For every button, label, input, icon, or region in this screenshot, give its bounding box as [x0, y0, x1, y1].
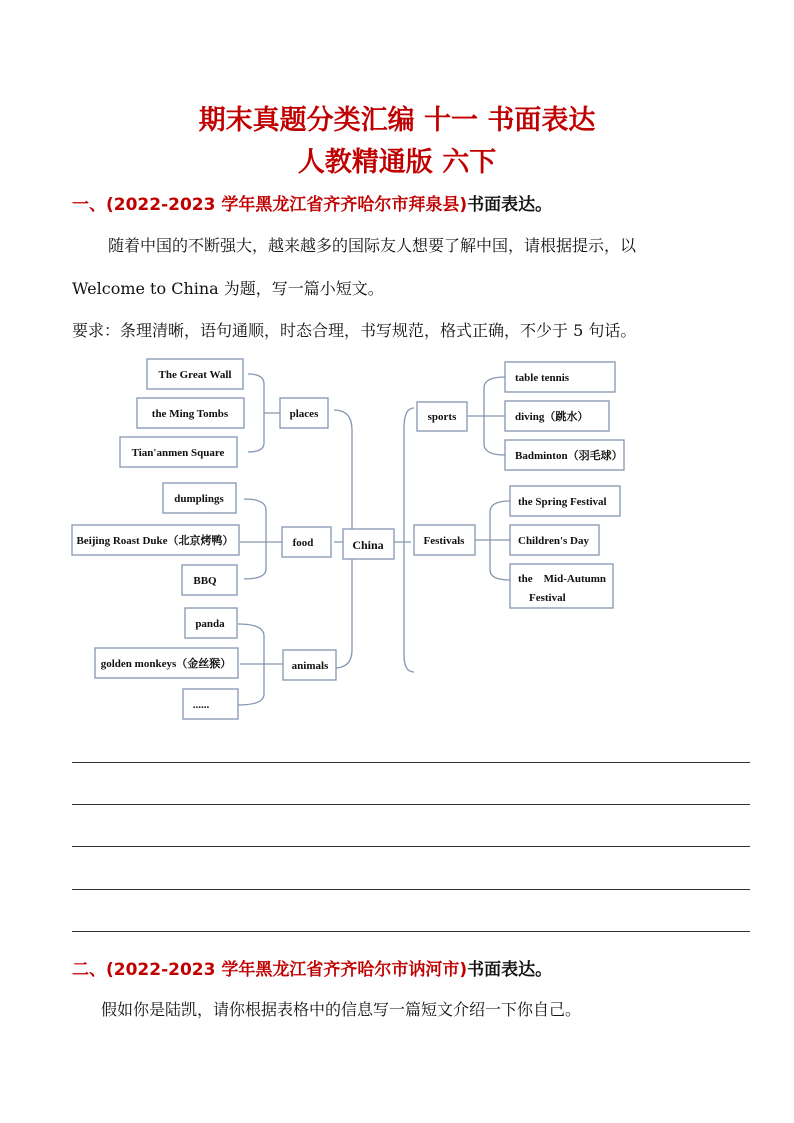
answer-line[interactable]: [72, 762, 750, 763]
food-bracket: [240, 499, 282, 579]
sports-bracket: [467, 377, 505, 455]
answer-line[interactable]: [72, 804, 750, 805]
animal-more-box: [183, 689, 238, 719]
animal-more: ......: [192, 699, 210, 711]
place-tiananmen: Tian'anmen Square: [131, 447, 225, 459]
festival-spring: the Spring Festival: [518, 496, 607, 508]
question-1-requirements: 要求：条理清晰，语句通顺，时态合理，书写规范，格式正确，不少于 5 句话。: [72, 321, 637, 340]
animal-panda: panda: [195, 618, 225, 630]
animals-bracket: [238, 624, 283, 705]
festival-mid-autumn-line1: the Mid-Autumn: [518, 573, 607, 585]
page-title: 期末真题分类汇编 十一 书面表达: [198, 105, 596, 136]
festivals-bracket: [475, 501, 510, 580]
festival-mid-autumn-line2: Festival: [529, 592, 566, 604]
answer-line[interactable]: [72, 931, 750, 932]
sport-table-tennis: table tennis: [515, 372, 570, 384]
question-1-source: (2022-2023 学年黑龙江省齐齐哈尔市拜泉县): [106, 195, 468, 215]
food-roast-duck: Beijing Roast Duke（北京烤鸭）: [76, 535, 234, 547]
question-2-heading: [72, 955, 552, 980]
food-node: food: [292, 537, 314, 549]
question-1-number: 一、: [72, 195, 106, 215]
food-dumplings: dumplings: [174, 493, 224, 505]
places-bracket: [248, 374, 280, 452]
place-ming-tombs: the Ming Tombs: [151, 408, 229, 420]
festival-childrens-day: Children's Day: [518, 535, 590, 547]
question-1-instructions: 随着中国的不断强大，越来越多的国际友人想要了解中国，请根据提示，以: [108, 236, 637, 255]
center-right-bracket: [404, 408, 414, 672]
question-2-number: 二、: [72, 960, 106, 980]
places-node: places: [289, 408, 319, 420]
place-great-wall: The Great Wall: [158, 369, 232, 381]
sports-node: sports: [427, 411, 457, 423]
animals-node: animals: [291, 660, 329, 672]
answer-line[interactable]: [72, 889, 750, 890]
festivals-node: Festivals: [423, 535, 465, 547]
question-2-source: (2022-2023 学年黑龙江省齐齐哈尔市讷河市): [106, 960, 468, 980]
sport-diving: diving（跳水）: [515, 411, 589, 423]
question-2-task: 书面表达。: [467, 960, 553, 980]
animal-golden-monkeys: golden monkeys（金丝猴）: [100, 658, 232, 670]
question-1-instructions-cont: Welcome to China 为题，写一篇小短文。: [72, 279, 384, 298]
food-bbq: BBQ: [193, 575, 217, 587]
question-2-instructions: 假如你是陆凯，请你根据表格中的信息写一篇短文介绍一下你自己。: [101, 1000, 582, 1019]
center-node: China: [352, 538, 384, 552]
page-subtitle: 人教精通版 六下: [297, 147, 497, 178]
answer-line[interactable]: [72, 846, 750, 847]
question-1-task: 书面表达。: [467, 195, 553, 215]
sport-badminton: Badminton（羽毛球）: [515, 450, 623, 462]
